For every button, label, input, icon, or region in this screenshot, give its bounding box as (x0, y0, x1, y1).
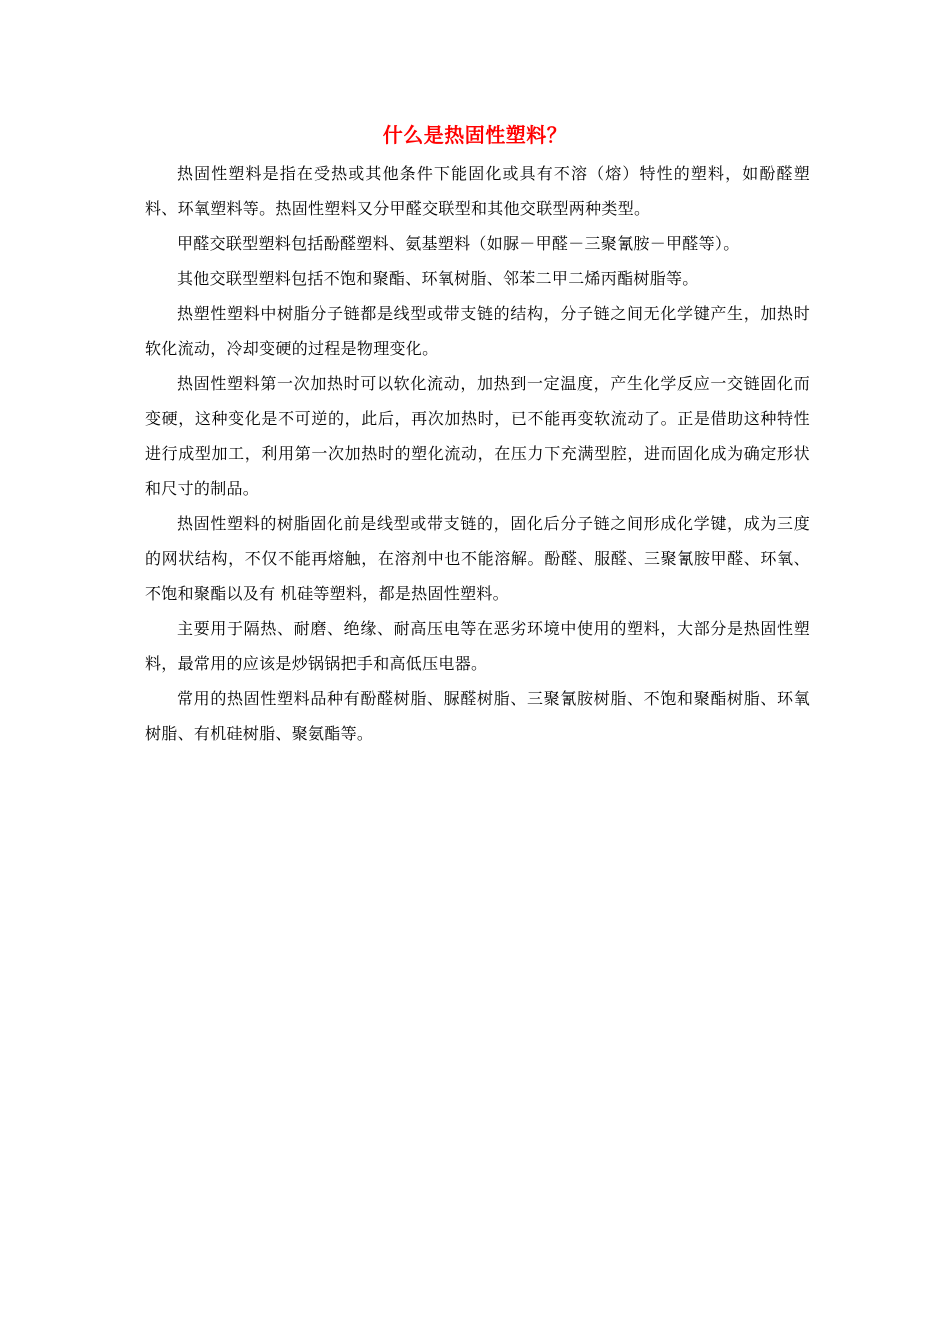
article-body (145, 156, 810, 751)
page-title: 什么是热固性塑料？ (382, 123, 568, 147)
paragraph-curing-structure: 热固性塑料的树脂固化前是线型或带支链的，固化后分子链之间形成化学键，成为三度的网状结构，不仅不能再熔触，在溶剂中也不能溶解。酚醛、服醛、三聚氰胺甲醛、环氧、不饱和聚酯以及有 机硅等塑料，都是热固性塑料。 (145, 514, 810, 603)
paragraph-formaldehyde-type: 甲醛交联型塑料包括酚醛塑料、氨基塑料（如脲－甲醛－三聚氰胺－甲醛等）。 (177, 234, 740, 253)
paragraph-common-varieties: 常用的热固性塑料品种有酚醛树脂、脲醛树脂、三聚氰胺树脂、不饱和聚酯树脂、环氧树脂、有机硅树脂、聚氨酯等。 (145, 689, 810, 743)
paragraph-thermoplastic: 热塑性塑料中树脂分子链都是线型或带支链的结构，分子链之间无化学键产生，加热时软化流动，冷却变硬的过程是物理变化。 (145, 304, 810, 358)
paragraph-definition: 热固性塑料是指在受热或其他条件下能固化或具有不溶（熔）特性的塑料，如酚醛塑料、环氧塑料等。热固性塑料又分甲醛交联型和其他交联型两种类型。 (145, 164, 810, 218)
paragraph-other-type: 其他交联型塑料包括不饱和聚酯、环氧树脂、邻苯二甲二烯丙酯树脂等。 (177, 269, 699, 288)
paragraph-heating-process: 热固性塑料第一次加热时可以软化流动，加热到一定温度，产生化学反应一交链固化而变硬，这种变化是不可逆的，此后，再次加热时，已不能再变软流动了。正是借助这种特性进行成型加工，利用第一次加热时的塑化流动，在压力下充满型腔，进而固化成为确定形状和尺寸的制品。 (145, 374, 810, 498)
paragraph-applications: 主要用于隔热、耐磨、绝缘、耐高压电等在恶劣环境中使用的塑料，大部分是热固性塑料，最常用的应该是炒锅锅把手和高低压电器。 (145, 619, 810, 673)
